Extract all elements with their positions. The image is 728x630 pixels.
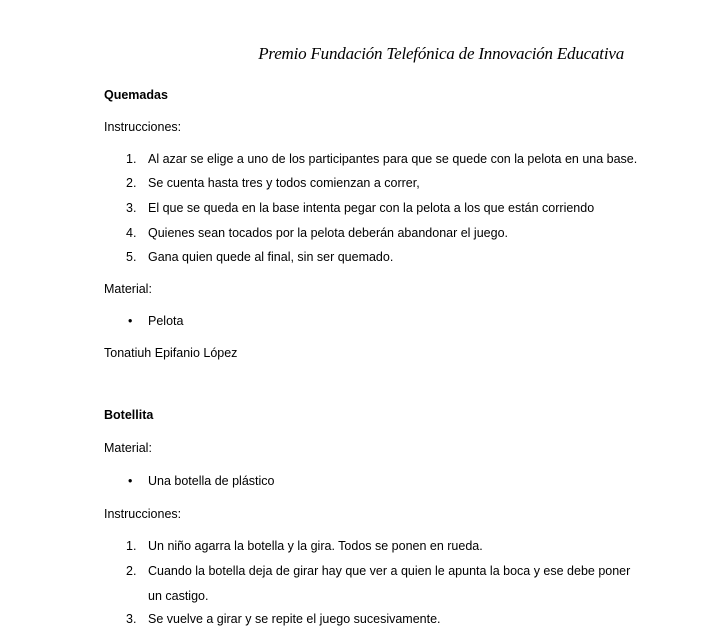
instructions-label: Instrucciones:: [104, 507, 182, 521]
list-number: 1.: [126, 539, 137, 553]
author-name: Tonatiuh Epifanio López: [104, 346, 238, 360]
list-item: Una botella de plástico: [148, 474, 275, 488]
list-number: 5.: [126, 250, 137, 264]
instructions-label: Instrucciones:: [104, 120, 182, 134]
bullet-icon: •: [128, 314, 133, 328]
list-item: Se cuenta hasta tres y todos comienzan a correr,: [148, 176, 420, 190]
list-item: Un niño agarra la botella y la gira. Todos se ponen en rueda.: [148, 539, 483, 553]
list-number: 3.: [126, 201, 137, 215]
list-item: Pelota: [148, 314, 184, 328]
list-number: 4.: [126, 226, 137, 240]
list-number: 3.: [126, 612, 137, 626]
list-number: 2.: [126, 564, 137, 578]
list-item: Se vuelve a girar y se repite el juego sucesivamente.: [148, 612, 441, 626]
document-header: Premio Fundación Telefónica de Innovación Educativa: [258, 44, 624, 63]
list-item: Gana quien quede al final, sin ser quemado.: [148, 250, 394, 264]
list-number: 2.: [126, 176, 137, 190]
list-item: Cuando la botella deja de girar hay que ver a quien le apunta la boca y ese debe poner: [148, 564, 631, 578]
material-label: Material:: [104, 441, 152, 455]
list-item: Quienes sean tocados por la pelota deberán abandonar el juego.: [148, 226, 508, 240]
list-number: 1.: [126, 152, 137, 166]
game-title-botellita: Botellita: [104, 408, 154, 422]
list-item-continuation: un castigo.: [148, 589, 209, 603]
material-label: Material:: [104, 282, 152, 296]
game-title-quemadas: Quemadas: [104, 88, 168, 102]
bullet-icon: •: [128, 474, 133, 488]
list-item: El que se queda en la base intenta pegar con la pelota a los que están corriendo: [148, 201, 595, 215]
list-item: Al azar se elige a uno de los participantes para que se quede con la pelota en una base.: [148, 152, 638, 166]
